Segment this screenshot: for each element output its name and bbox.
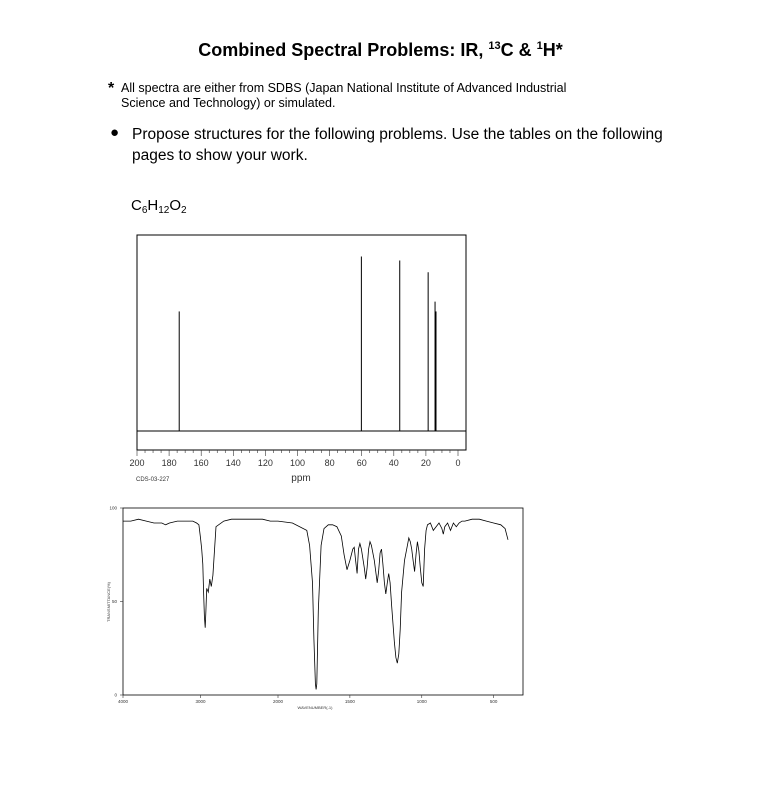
ir-y-tick-label: 0 (114, 692, 117, 698)
nmr-tick-label: 160 (193, 458, 209, 468)
nmr-tick-label: 0 (455, 458, 461, 468)
title-c-superscript: 13 (488, 40, 501, 52)
ir-x-tick-label: 1500 (344, 699, 355, 704)
ir-y-tick-label: 50 (111, 599, 117, 604)
formula-o-count: 2 (181, 205, 187, 216)
formula-c-count: 6 (141, 205, 148, 216)
instruction-text: Propose structures for the following problems. Use the tables on the following pages to show your work. (132, 126, 663, 164)
nmr-tick-label: 40 (388, 458, 399, 468)
ir-y-tick-label: 100 (109, 505, 117, 511)
formula-o: O (169, 197, 182, 214)
title-h-text: H* (542, 40, 563, 60)
nmr-tick-label: 100 (289, 458, 306, 468)
ir-y-axis-label: TRANSMITTANCE(%) (106, 582, 111, 622)
ir-x-tick-label: 3000 (195, 699, 206, 704)
ir-x-axis-label: WAVENUMBER(-1) (297, 705, 333, 710)
source-note: All spectra are either from SDBS (Japan National Institute of Advanced Industrial Science and Technology) or simulated. (121, 81, 567, 110)
nmr-tick-label: 20 (420, 458, 431, 468)
nmr-tick-label: 60 (356, 458, 367, 468)
ir-x-tick-label: 1000 (416, 699, 427, 704)
title-c-text: C & (500, 40, 537, 60)
nmr-tick-label: 140 (225, 458, 241, 468)
nmr-spectrum-code: CDS-03-227 (136, 477, 170, 483)
nmr-tick-label: 80 (324, 458, 335, 468)
formula-h: H (147, 197, 159, 214)
ir-x-tick-label: 2000 (272, 699, 284, 704)
nmr-tick-label: 200 (129, 458, 145, 468)
title-h-superscript: 1 (536, 40, 543, 52)
nmr-x-axis-label: ppm (291, 473, 311, 484)
bullet-icon: ● (110, 124, 120, 141)
ir-x-tick-label: 500 (489, 699, 498, 704)
note-asterisk: * (108, 80, 115, 97)
title-text: Combined Spectral Problems: IR, (198, 40, 489, 60)
nmr-tick-label: 180 (161, 458, 177, 468)
ir-trace (123, 519, 508, 689)
ir-axes (109, 506, 497, 705)
formula-c: C (131, 197, 142, 214)
formula-h-count: 12 (158, 205, 170, 216)
ir-x-tick-label: 4000 (117, 699, 129, 704)
nmr-tick-label: 120 (257, 458, 273, 468)
